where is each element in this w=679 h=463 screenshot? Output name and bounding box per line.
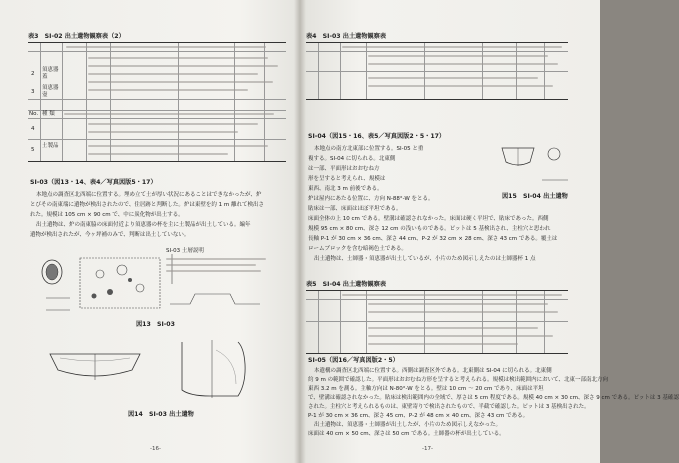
si05-heading: SI-05（図16／写真図版2・5） (308, 357, 399, 364)
si04-line-9: 規模 95 cm × 80 cm、深さ 12 cm の浅いものである。ピットは 5 基検出され、主柱穴と思われ (308, 226, 551, 232)
row-label-no: No. (29, 111, 39, 117)
si05-line-7: 出土遺物は、須恵器・土師器が出土したが、小片のため図示しえなかった。 (314, 422, 502, 428)
si04-line-5: 東西、南北 3 m 前後である。 (308, 186, 383, 192)
si03-text-3: れた。規模は 105 cm × 90 cm で、中に炭化物が出土する。 (30, 212, 184, 218)
left-page-number: -16- (150, 446, 161, 452)
right-page-number: -17- (422, 446, 433, 452)
si04-heading: SI-04（図15・16、表5／写真図版2・5・17） (308, 133, 446, 140)
left-page (0, 0, 298, 463)
table4-title: 表4 SI-03 出土遺物観察表 (306, 33, 387, 40)
si04-artifact-figure (498, 140, 572, 190)
fig13-caption: 図13 SI-03 (136, 321, 175, 328)
table3 (28, 42, 286, 162)
si04-line-3: は一部、平面形はおおむね方 (308, 166, 380, 172)
si04-line-10: 長軸 P-1 が 30 cm × 36 cm、深さ 44 cm、P-2 が 32 cm × 28 cm、深さ 43 cm である。覆土は (308, 236, 558, 242)
fig14-caption: 図14 SI-03 出土遺物 (128, 411, 194, 418)
si03-artifacts-figure (40, 334, 270, 404)
si03-legend-title: SI-03 土層説明 (166, 248, 204, 254)
table4 (306, 42, 568, 100)
type-sue-lid: 須恵器 蓋 (42, 67, 59, 80)
si05-line-1: 本遺構の調査区北西端に位置する。西側は調査区外である。北東側は SI-04 に切られる。北東側 (314, 368, 552, 374)
row-label-3: 3 (31, 89, 35, 95)
si03-text-5: 遺物が検出されたが、今ヶ坪補のみで、判断は出土していない。 (30, 232, 190, 238)
row-label-4: 4 (31, 126, 35, 132)
si04-line-1: 本地点の南方北東部に位置する。SI-05 と重 (314, 146, 424, 152)
si04-line-2: 複する。SI-04 に切られる。北東側 (308, 156, 396, 162)
fig15-caption: 図15 SI-04 出土遺物 (502, 193, 568, 200)
table3-title: 表3 SI-02 出土遺物観察表（2） (28, 33, 125, 40)
si05-line-6: P-1 が 30 cm × 36 cm、深さ 45 cm、P-2 が 48 cm × 40 cm、深さ 43 cm である。 (308, 413, 529, 419)
type-sue-jar: 須恵器 壺 (42, 85, 59, 98)
type-header: 種 類 (42, 111, 55, 117)
si04-line-7: 貼床は一部、床面はほぼ平坦である。 (308, 206, 402, 212)
si03-text-2: とびその南東端に遺物が検出されたので、住居跡と判断した。炉は東壁を約 1 m 離れて検出さ (30, 202, 264, 208)
si05-line-2: 約 9 m の範囲で確認した。平面形はおおむね方形を呈すると考えられる。規模は検出範囲内において、北東一部南北方向 (308, 377, 608, 383)
si03-text-4: 出土遺物は、炉の南東脇の床面付近より須恵器の杯を主に土製品が出土している。編年 (36, 222, 251, 228)
si03-text-1: 本地点の調査区北西端に位置する。埋め立て土が厚い状況にあることはできなかったが、炉 (36, 192, 262, 198)
right-page (302, 0, 679, 463)
table5 (306, 290, 568, 354)
si05-line-8: 床面は 40 cm × 50 cm、深さは 50 cm である。土師器の杯が出土している。 (308, 431, 505, 437)
si03-plan-figure (30, 244, 280, 324)
table5-title: 表5 SI-04 出土遺物観察表 (306, 281, 387, 288)
si04-line-8: 床面全体の上 10 cm である。壁溝は確認されなかった。床面は硬く平坦で、貼床であった。西側 (308, 216, 549, 222)
si04-line-12: 出土遺物は、土師器・須恵器が出土しているが、小片のため図示しえたのは土師器杯 1 点 (314, 256, 536, 262)
si04-line-11: ロームブロックを含む暗褐色土である。 (308, 246, 407, 252)
row-label-5: 5 (31, 147, 35, 153)
si04-line-4: 形を呈すると考えられ、規模は (308, 176, 386, 182)
row-label-2: 2 (31, 71, 35, 77)
si03-heading: SI-03（図13・14、表4／写真図版5・17） (30, 179, 157, 186)
type-clay: 土製品 (42, 143, 59, 149)
si05-line-5: された。主柱穴と考えられるものは、東壁寄りで検出されたもので、半截で確認した。ピットは 3 基検出された。 (308, 404, 590, 410)
si04-line-6: 炉は屋内にあたる位置に、方向 N-88°-W をとる。 (308, 196, 434, 202)
si05-line-4: で、壁溝は確認されなかった。貼床は検出範囲内の全域で、厚さは 5 cm 程度である。規模 40 cm × 30 cm、深さ 9 cm である。ピットは 3 基確認 (308, 395, 679, 401)
si05-line-3: 東西 3.2 m を測る。主軸方向は N-80°-W をとる。壁は 10 cm ～ 20 cm であり、床面は平坦 (308, 386, 544, 392)
